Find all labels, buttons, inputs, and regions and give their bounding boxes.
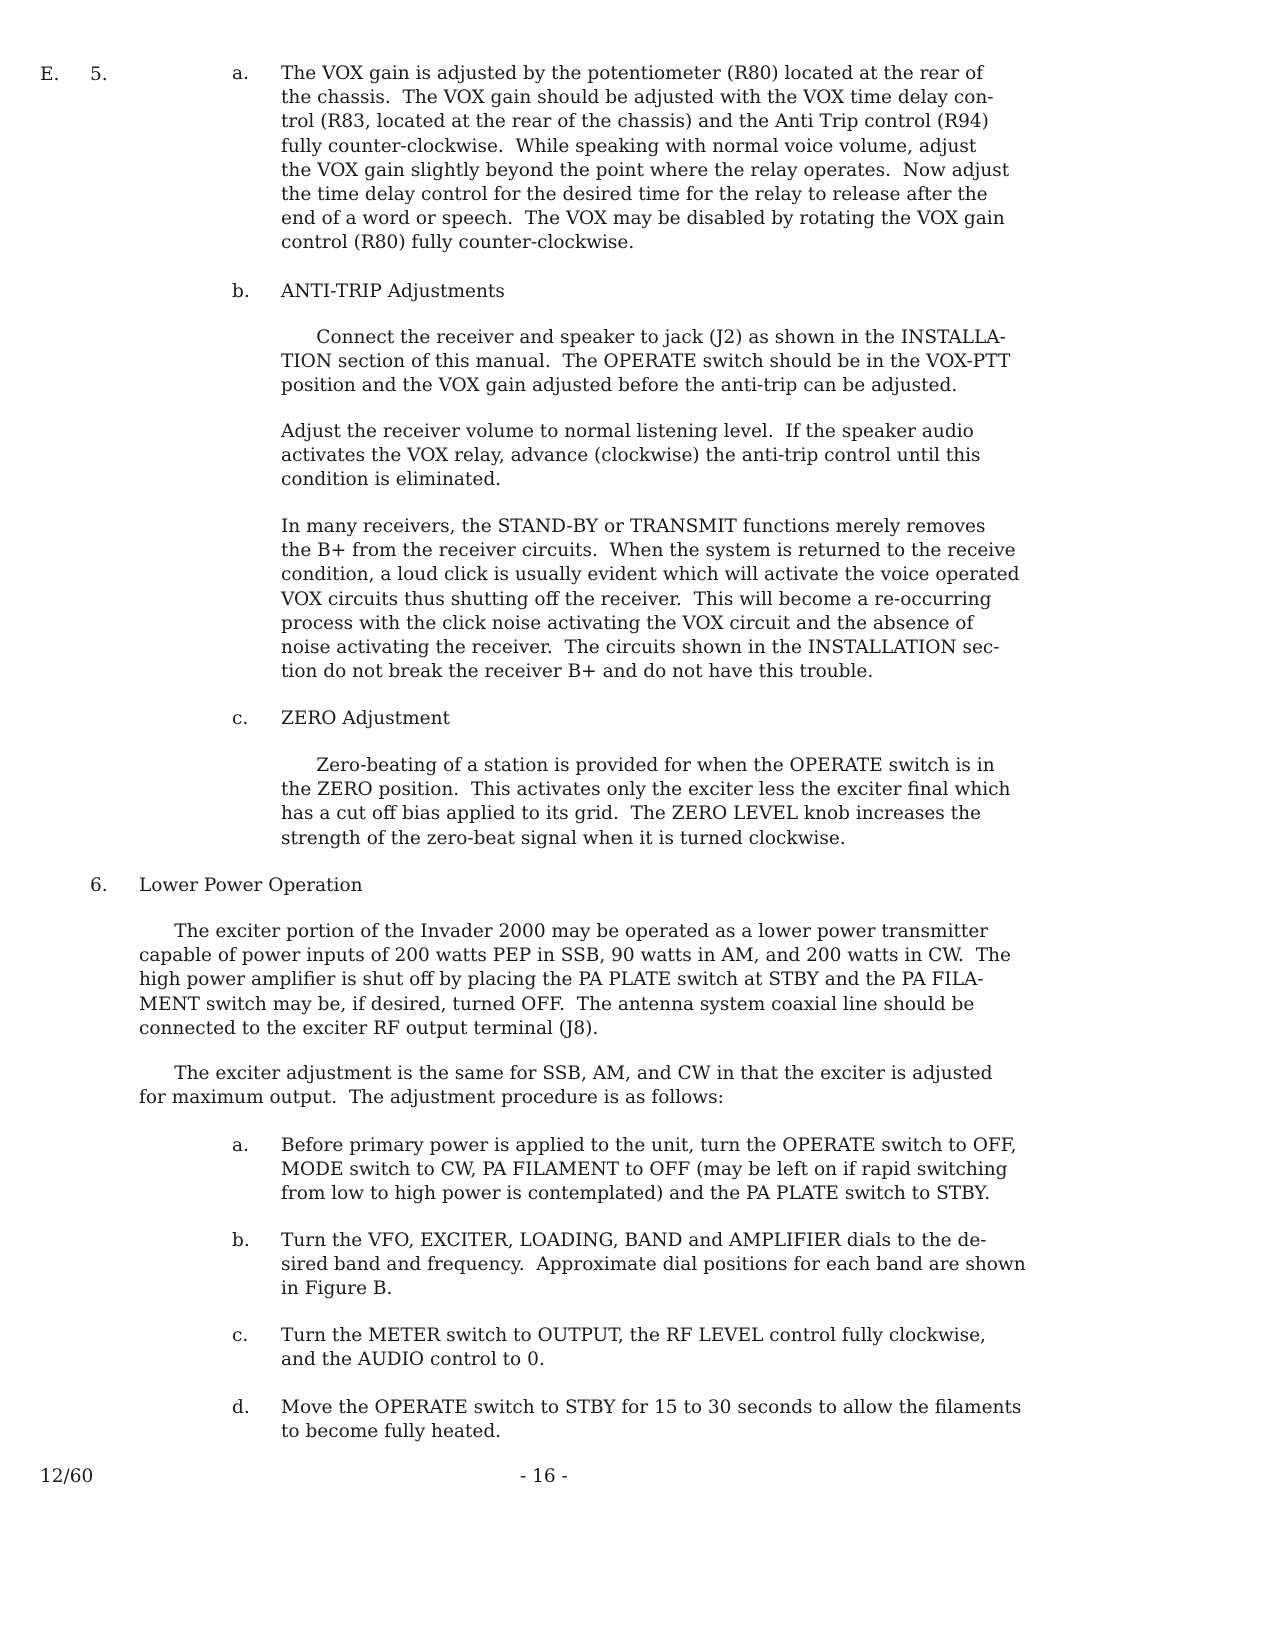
text-line: The exciter portion of the Invader 2000 may be operated as a lower power transmitter <box>139 921 989 942</box>
section-letter: E. <box>40 64 60 85</box>
text-line: VOX circuits thus shutting off the receiver. This will become a re-occurring <box>281 588 992 610</box>
text-line: Before primary power is applied to the unit, turn the OPERATE switch to OFF, <box>281 1135 1017 1156</box>
paragraph <box>281 1396 1021 1444</box>
item-label: a. <box>232 63 249 84</box>
text-line: to become fully heated. <box>281 1421 502 1443</box>
text-line: Turn the VFO, EXCITER, LOADING, BAND and AMPLIFIER dials to the de- <box>281 1230 987 1251</box>
text-line: connected to the exciter RF output terminal (J8). <box>139 1017 599 1039</box>
text-line: MODE switch to CW, PA FILAMENT to OFF (may be left on if rapid switching <box>281 1159 1008 1181</box>
text-line: in Figure B. <box>281 1278 393 1300</box>
item-label: d. <box>232 1397 250 1418</box>
text-line: fully counter-clockwise. While speaking with normal voice volume, adjust <box>281 135 977 157</box>
item-label: b. <box>232 1230 250 1251</box>
item-label: b. <box>232 281 250 302</box>
item-label: a. <box>232 1135 249 1156</box>
text-line: from low to high power is contemplated) and the PA PLATE switch to STBY. <box>281 1183 991 1205</box>
item-label: 6. <box>90 875 108 896</box>
text-line: In many receivers, the STAND-BY or TRANSMIT functions merely removes <box>281 516 986 537</box>
text-line: for maximum output. The adjustment procedure is as follows: <box>139 1087 724 1109</box>
text-line: strength of the zero-beat signal when it is turned clockwise. <box>281 827 846 849</box>
text-line: condition, a loud click is usually evident which will activate the voice operated <box>281 564 1020 586</box>
paragraph <box>139 1062 992 1110</box>
text-line: the VOX gain slightly beyond the point where the relay operates. Now adjust <box>281 159 1010 181</box>
item-label: c. <box>232 1325 249 1346</box>
paragraph <box>281 326 1010 399</box>
text-line: ZERO Adjustment <box>281 708 450 729</box>
paragraph <box>281 1229 1026 1302</box>
text-line: the time delay control for the desired time for the relay to release after the <box>281 183 988 205</box>
text-line: activates the VOX relay, advance (clockwise) the anti-trip control until this <box>281 445 981 467</box>
text-line: the B+ from the receiver circuits. When the system is returned to the receive <box>281 540 1016 562</box>
text-line: The exciter adjustment is the same for SSB, AM, and CW in that the exciter is adjusted <box>139 1063 993 1084</box>
paragraph <box>281 62 1009 256</box>
text-line: TION section of this manual. The OPERATE switch should be in the VOX-PTT <box>281 351 1011 373</box>
text-line: control (R80) fully counter-clockwise. <box>281 232 635 254</box>
text-line: noise activating the receiver. The circuits shown in the INSTALLATION sec- <box>281 636 1000 658</box>
text-line: Zero-beating of a station is provided for when the OPERATE switch is in <box>281 755 995 776</box>
paragraph <box>281 515 1019 684</box>
text-line: The VOX gain is adjusted by the potentiometer (R80) located at the rear of <box>281 63 984 84</box>
text-line: Turn the METER switch to OUTPUT, the RF LEVEL control fully clockwise, <box>281 1325 986 1346</box>
text-line: Adjust the receiver volume to normal listening level. If the speaker audio <box>281 421 974 442</box>
text-line: and the AUDIO control to 0. <box>281 1349 545 1371</box>
text-line: ANTI-TRIP Adjustments <box>281 281 505 302</box>
text-line: tion do not break the receiver B+ and do not have this trouble. <box>281 661 874 683</box>
text-line: end of a word or speech. The VOX may be disabled by rotating the VOX gain <box>281 208 1005 230</box>
text-line: capable of power inputs of 200 watts PEP in SSB, 90 watts in AM, and 200 watts in CW. The <box>139 945 1011 967</box>
text-line: Lower Power Operation <box>139 875 363 896</box>
text-line: process with the click noise activating the VOX circuit and the absence of <box>281 612 974 634</box>
footer-date: 12/60 <box>40 1466 94 1487</box>
paragraph <box>281 1324 986 1372</box>
section-number: 5. <box>90 64 108 85</box>
paragraph <box>281 754 1010 851</box>
text-line: the chassis. The VOX gain should be adjusted with the VOX time delay con- <box>281 87 994 109</box>
text-line: trol (R83, located at the rear of the chassis) and the Anti Trip control (R94) <box>281 111 989 133</box>
text-line: sired band and frequency. Approximate dial positions for each band are shown <box>281 1254 1026 1276</box>
item-label: c. <box>232 708 249 729</box>
text-line: high power amplifier is shut off by placing the PA PLATE switch at STBY and the PA FILA- <box>139 969 984 991</box>
text-line: position and the VOX gain adjusted before the anti-trip can be adjusted. <box>281 375 958 397</box>
paragraph <box>139 920 1011 1041</box>
section-heading <box>281 707 450 731</box>
text-line: has a cut off bias applied to its grid. The ZERO LEVEL knob increases the <box>281 803 981 825</box>
section-heading <box>139 874 363 898</box>
text-line: Connect the receiver and speaker to jack (J2) as shown in the INSTALLA- <box>281 327 1006 348</box>
paragraph <box>281 420 981 493</box>
text-line: MENT switch may be, if desired, turned OFF. The antenna system coaxial line should be <box>139 993 975 1015</box>
paragraph <box>281 1134 1017 1207</box>
text-line: Move the OPERATE switch to STBY for 15 to 30 seconds to allow the filaments <box>281 1397 1022 1418</box>
section-heading <box>281 280 505 304</box>
text-line: condition is eliminated. <box>281 469 502 491</box>
text-line: the ZERO position. This activates only the exciter less the exciter final which <box>281 779 1011 801</box>
page-number: - 16 - <box>520 1466 568 1487</box>
